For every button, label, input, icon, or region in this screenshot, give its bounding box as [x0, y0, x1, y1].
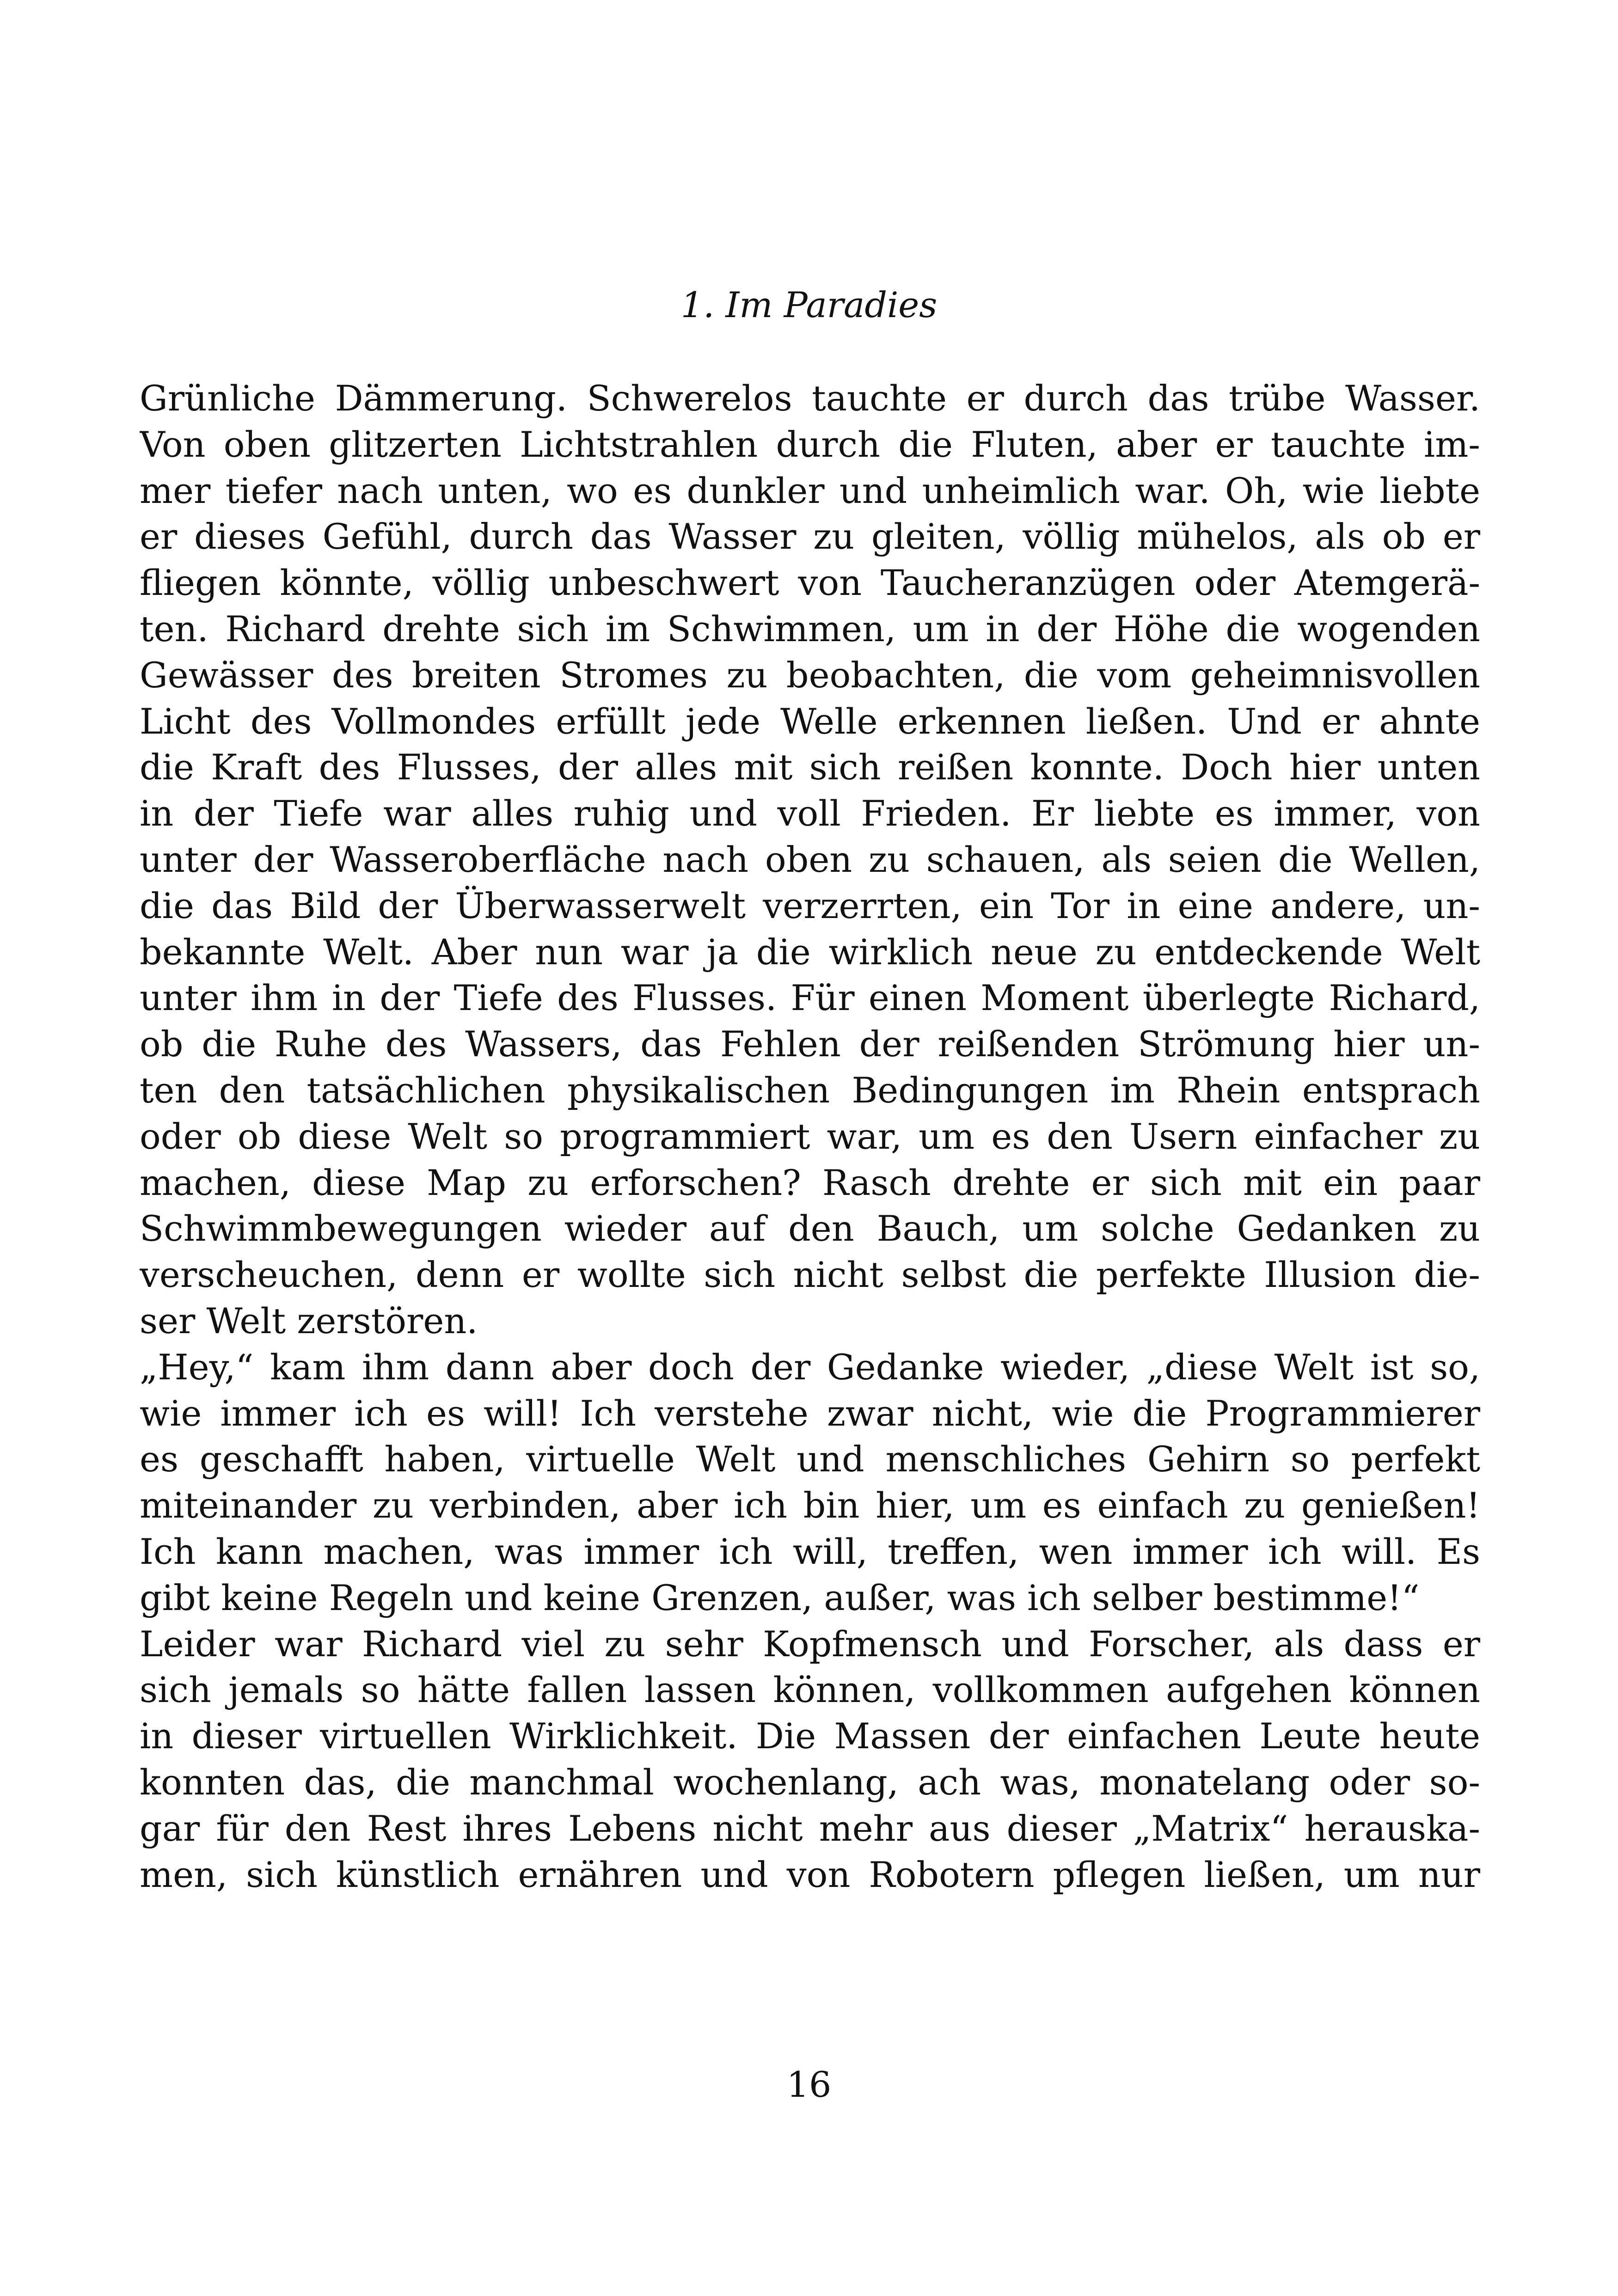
text-line: ten den tatsächlichen physikalischen Bedingungen im Rhein entsprach	[140, 1069, 1480, 1111]
text-line: verscheuchen, denn er wollte sich nicht selbst die perfekte Illusion die-	[140, 1254, 1480, 1296]
text-line: Grünliche Dämmerung. Schwerelos tauchte er durch das trübe Wasser.	[140, 378, 1480, 419]
text-line: ser Welt zerstören.	[140, 1300, 478, 1341]
text-line: die das Bild der Überwasserwelt verzerrten, ein Tor in eine andere, un-	[140, 885, 1480, 926]
text-line: Gewässer des breiten Stromes zu beobachten, die vom geheimnisvollen	[140, 654, 1480, 696]
page-number: 16	[786, 2064, 832, 2105]
text-line: men, sich künstlich ernähren und von Robotern pflegen ließen, um nur	[140, 1854, 1480, 1895]
text-line: „Hey,“ kam ihm dann aber doch der Gedanke wieder, „diese Welt ist so,	[140, 1346, 1480, 1388]
text-line: Schwimmbewegungen wieder auf den Bauch, um solche Gedanken zu	[140, 1208, 1480, 1249]
text-line: er dieses Gefühl, durch das Wasser zu gleiten, völlig mühelos, als ob er	[140, 516, 1480, 557]
text-line: ten. Richard drehte sich im Schwimmen, um in der Höhe die wogenden	[140, 608, 1480, 649]
text-line: in dieser virtuellen Wirklichkeit. Die Massen der einfachen Leute heute	[140, 1715, 1480, 1757]
text-line: mer tiefer nach unten, wo es dunkler und unheimlich war. Oh, wie liebte	[140, 470, 1480, 511]
text-line: sich jemals so hätte fallen lassen können, vollkommen aufgehen können	[140, 1669, 1480, 1711]
text-line: oder ob diese Welt so programmiert war, um es den Usern einfacher zu	[140, 1115, 1480, 1157]
text-line: ob die Ruhe des Wassers, das Fehlen der reißenden Strömung hier un-	[140, 1023, 1480, 1065]
text-line: unter der Wasseroberfläche nach oben zu schauen, als seien die Wellen,	[140, 839, 1480, 880]
text-line: Von oben glitzerten Lichtstrahlen durch die Fluten, aber er tauchte im-	[140, 423, 1480, 465]
text-line: Leider war Richard viel zu sehr Kopfmensch und Forscher, als dass er	[140, 1623, 1480, 1665]
text-line: miteinander zu verbinden, aber ich bin hier, um es einfach zu genießen!	[140, 1485, 1480, 1526]
body-text	[140, 375, 1480, 1898]
text-line: konnten das, die manchmal wochenlang, ach was, monatelang oder so-	[140, 1761, 1480, 1803]
text-line: unter ihm in der Tiefe des Flusses. Für einen Moment überlegte Richard,	[140, 977, 1480, 1019]
text-line: wie immer ich es will! Ich verstehe zwar nicht, wie die Programmierer	[140, 1392, 1480, 1434]
text-line: Ich kann machen, was immer ich will, treffen, wen immer ich will. Es	[140, 1531, 1480, 1572]
text-line: die Kraft des Flusses, der alles mit sich reißen konnte. Doch hier unten	[140, 747, 1480, 788]
text-line: in der Tiefe war alles ruhig und voll Frieden. Er liebte es immer, von	[140, 793, 1480, 834]
text-line: es geschafft haben, virtuelle Welt und menschliches Gehirn so perfekt	[140, 1439, 1480, 1480]
text-line: Licht des Vollmondes erfüllt jede Welle erkennen ließen. Und er ahnte	[140, 700, 1480, 742]
text-line: machen, diese Map zu erforschen? Rasch drehte er sich mit ein paar	[140, 1162, 1480, 1203]
text-line: fliegen könnte, völlig unbeschwert von Taucheranzügen oder Atemgerä-	[140, 562, 1480, 604]
text-line: gar für den Rest ihres Lebens nicht mehr aus dieser „Matrix“ herauska-	[140, 1807, 1480, 1849]
text-line: bekannte Welt. Aber nun war ja die wirklich neue zu entdeckende Welt	[140, 931, 1480, 973]
text-line: gibt keine Regeln und keine Grenzen, außer, was ich selber bestimme!“	[140, 1577, 1420, 1618]
chapter-title: 1. Im Paradies	[680, 284, 938, 325]
